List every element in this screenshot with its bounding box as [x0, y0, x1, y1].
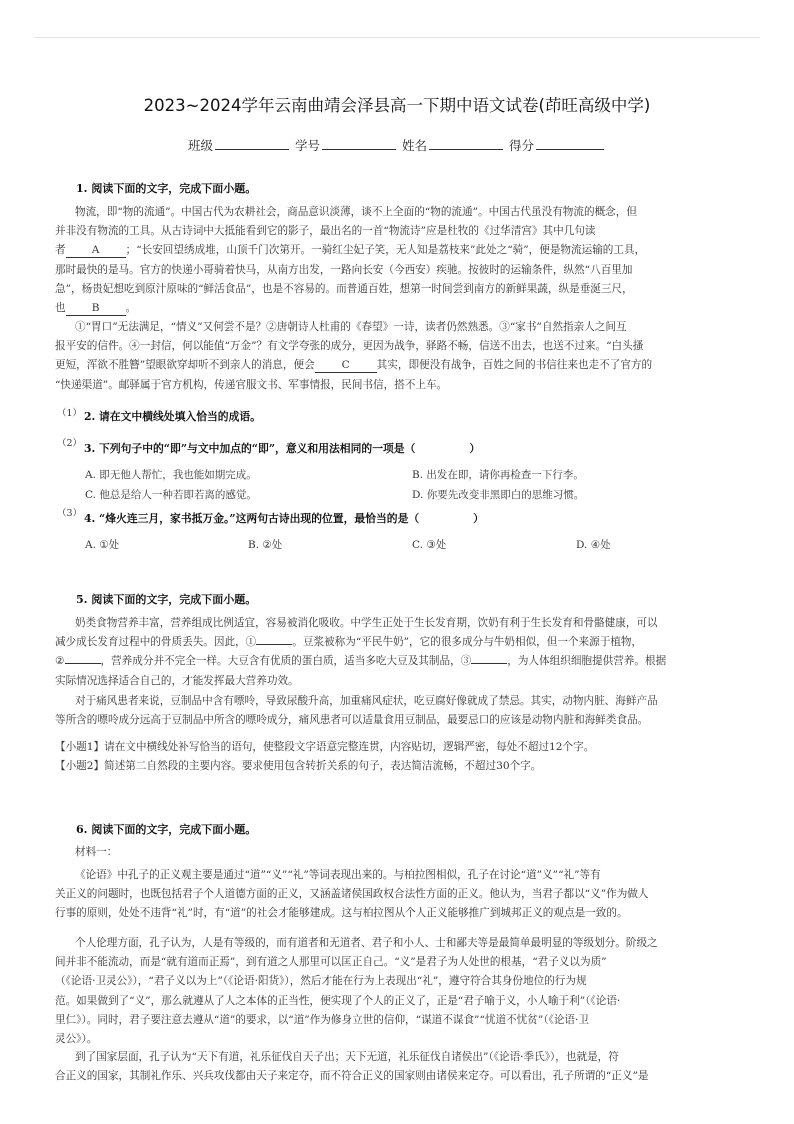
sub-question-number: （3） [57, 508, 83, 519]
q3-option-d[interactable]: D. 你要先改变非黑即白的思维习惯。 [412, 489, 585, 501]
blank-a[interactable]: A [66, 243, 126, 258]
student-info-line [0, 136, 794, 154]
q4-option-c[interactable]: C. ③处 [412, 539, 447, 551]
q5-task-1: 【小题1】请在文中横线处补写恰当的语句，使整段文字语意完整连贯，内容贴切，逻辑严密，每处不超过12个字。 [55, 741, 595, 753]
q6-paragraph-2: 个人伦理方面，孔子认为，人是有等级的，而有道者和无道者、君子和小人、士和鄙夫等是最简单最明显的等级划分。阶级之 间并非不能流动，而是“就有道而正焉”，到有道之人那里可以匡正自己。“义”是君子为人处世的根基，“君子义以为质” （《论语·卫灵公》），“君子义以为上”（《论语·阳货》），然后才能在行为上表现出“礼”，遵守符合其身份地位的行为规 范。如果做到了“义”，那么就遵从了人之本体的正当性，便实现了个人的正义了，正是“君子喻于义，小人喻于利”（《论语· 里仁》）。同时，君子要注意去遵从“道”的要求，以“道”作为修身立世的信仰，“谋道不谋食”“忧道不忧贫”（《论语·卫 灵公》）。 [55, 937, 658, 1046]
q5-task-2: 【小题2】简述第二自然段的主要内容。要求使用包含转折关系的句子，表达简洁流畅，不超过30个字。 [55, 760, 542, 772]
header-rule [34, 37, 760, 38]
sub-question-number: （1） [57, 408, 83, 419]
q3-text: 3. 下列句子中的“即”与文中加点的“即”，意义和用法相同的一项是（ ） [84, 442, 481, 455]
q3-option-c[interactable]: C. 他总是给人一种若即若离的感觉。 [85, 489, 257, 501]
class-field[interactable] [215, 137, 289, 150]
class-label: 班级 [187, 138, 213, 153]
page-title: 2023~2024学年云南曲靖会泽县高一下期中语文试卷(茚旺高级中学) [143, 96, 651, 115]
q5-paragraph-1: 奶类食物营养丰富，营养组成比例适宜，容易被消化吸收。中学生正处于生长发育期，饮奶有利于生长发育和骨骼健康，可以 减少成长发育过程中的骨质丢失。因此，① 。豆浆被称为“平民牛奶”，它的很多成分与牛奶相似，但一个来源于植物， ② ，营养成分并不完全一样。大豆含有优质的蛋白质，适当多吃大豆及其制品，③ ，为人体组织细胞提供营养。根据 实际情况选择适合自己的，才能发挥最大营养功效。 [55, 617, 667, 687]
q2-text: 2. 请在文中横线处填入恰当的成语。 [84, 410, 261, 423]
q4-option-a[interactable]: A. ①处 [85, 539, 120, 551]
q5-heading: 5. 阅读下面的文字，完成下面小题。 [76, 593, 257, 606]
blank-3[interactable] [471, 663, 507, 664]
q4-text: 4. “烽火连三月，家书抵万金。”这两句古诗出现的位置，最恰当的是（ ） [84, 512, 484, 525]
score-field[interactable] [536, 137, 604, 150]
name-field[interactable] [429, 137, 503, 150]
q6-paragraph-3: 到了国家层面，孔子认为“天下有道，礼乐征伐自天子出；天下无道，礼乐征伐自诸侯出”（《论语·季氏》），也就是，符 合正义的国家，其制礼作乐、兴兵攻伐都由天子来定夺，而不符合正义的国家则由诸侯来定夺。可以看出，孔子所谓的“正义”是 [55, 1051, 649, 1083]
q1-paragraph-1: 物流，即“物的流通”。中国古代为农耕社会，商品意识淡薄，谈不上全面的“物的流通”。中国古代虽没有物流的概念，但 并非没有物流的工具。从古诗词中大抵能看到它的影子，最出名的一首“物流诗”应是杜牧的《过华清宫》其中几句读 者 A ；“长安回望绣成堆，山顶千门次第开。一骑红尘妃子笑，无人知是荔枝来”此处之“骑”，便是物流运输的工具， 那时最快的是马。官方的快递小哥骑着快马，从南方出发，一路向长安（今西安）疾驰。按彼时的运输条件，纵然“八百里加 急”，杨贵妃想吃到原汁原味的“鲜活食品”，也是不容易的。而普通百姓，想第一时间尝到南方的新鲜果蔬，纵是垂涎三尺， 也 B 。 [55, 206, 646, 315]
q4-option-b[interactable]: B. ②处 [248, 539, 283, 551]
number-field[interactable] [322, 137, 396, 150]
blank-c[interactable]: C [315, 358, 377, 373]
score-label: 得分 [508, 138, 534, 153]
blank-1[interactable] [256, 644, 292, 645]
q3-option-a[interactable]: A. 即无他人帮忙，我也能如期完成。 [85, 469, 257, 481]
q1-paragraph-2: ①“胃口”无法满足，“情义”又何尝不是？②唐朝诗人杜甫的《春望》一诗，读者仍然熟悉。③“家书”自然指亲人之间互 报平安的信件。④一封信，何以能值“万金”？有文学夸张的成分，更因为战争，驿路不畅，信送不出去，也送不过来。“白头搔 更短，浑欲不胜簪”望眼欲穿却听不到亲人的消息，便会 C 其实，即便没有战争，百姓之间的书信往来也走不了官方的 “快递渠道”。邮驿属于官方机构，传递官服文书、军事情报，民间书信，搭不上车。 [55, 321, 653, 391]
q6-paragraph-1: 《论语》中孔子的正义观主要是通过“道”“义”“礼”等词表现出来的。与柏拉图相似，孔子在讨论“道”义”“礼”等有 关正义的问题时，也既包括君子个人道德方面的正义，又涵盖诸侯国政权合法性方面的正义。他认为，当君子都以“义”作为做人 行事的原则，处处不违背“礼”时，有“道”的社会才能够建成。这与柏拉图从个人正义能够推广到城邦正义的观点是一致的。 [55, 869, 649, 920]
q1-heading: 1. 阅读下面的文字，完成下面小题。 [76, 182, 257, 195]
name-label: 姓名 [401, 138, 427, 153]
q6-heading: 6. 阅读下面的文字，完成下面小题。 [76, 823, 257, 836]
number-label: 学号 [294, 138, 320, 153]
sub-question-number: （2） [57, 438, 83, 449]
q4-option-d[interactable]: D. ④处 [576, 539, 611, 551]
q3-option-b[interactable]: B. 出发在即，请你再检查一下行李。 [412, 469, 584, 481]
q6-material-label: 材料一： [75, 846, 118, 858]
blank-b[interactable]: B [66, 301, 126, 316]
blank-2[interactable] [65, 663, 101, 664]
q5-paragraph-2: 对于痛风患者来说，豆制品中含有嘌呤，导致尿酸升高，加重痛风症状，吃豆腐好像就成了禁忌。其实，动物内脏、海鲜产品 等所含的嘌呤成分远高于豆制品中所含的嘌呤成分，痛风患者可以适量食用豆制品，最要忌口的应该是动物内脏和海鲜类食品。 [55, 695, 658, 727]
